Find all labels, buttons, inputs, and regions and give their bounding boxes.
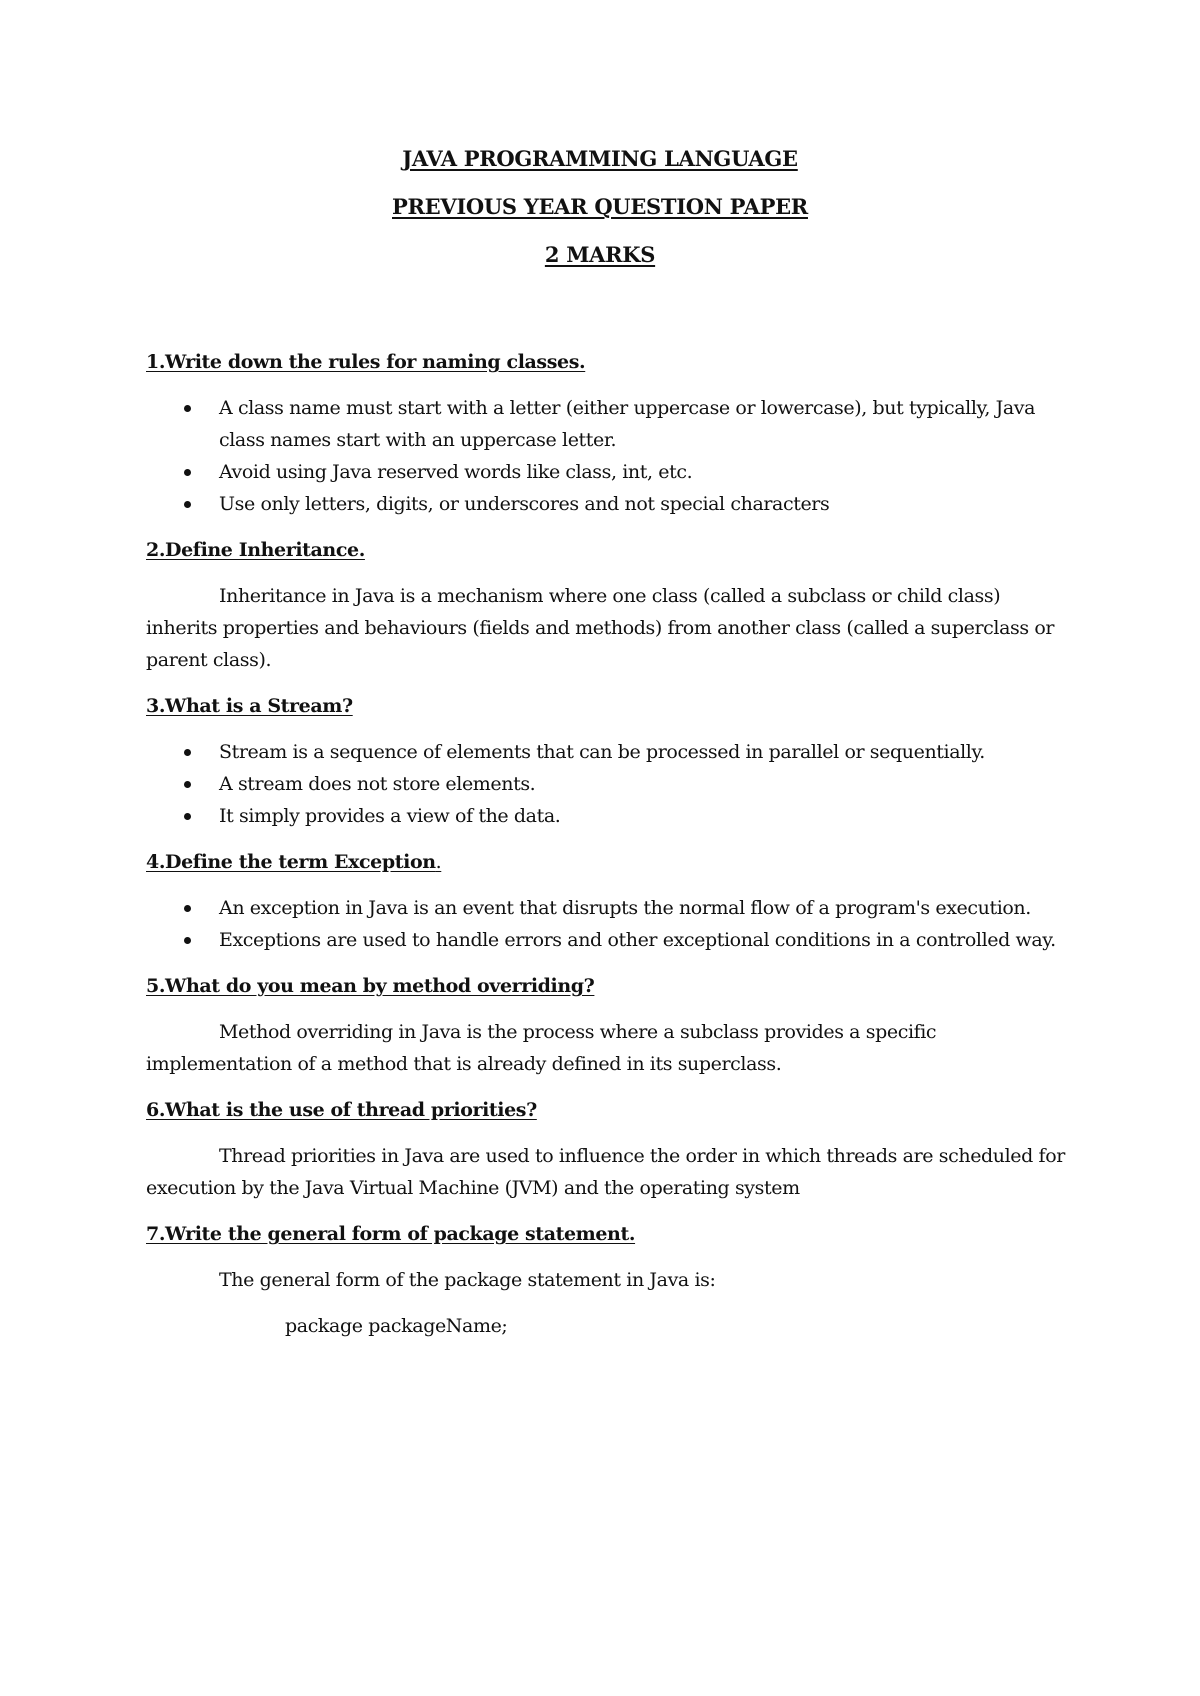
bullet-icon xyxy=(184,405,191,412)
question-5-heading: 5.What do you mean by method overriding? xyxy=(146,975,595,997)
list-item: An exception in Java is an event that disrupts the normal flow of a program's execution. xyxy=(146,892,1066,924)
bullet-icon xyxy=(184,501,191,508)
question-2-answer: Inheritance in Java is a mechanism where one class (called a subclass or child class) inherits properties and behaviours (fields and methods) from another class (called a superclass or parent class). xyxy=(146,585,1055,671)
question-3-heading: 3.What is a Stream? xyxy=(146,695,353,717)
question-5-answer: Method overriding in Java is the process where a subclass provides a specific implementation of a method that is already defined in its superclass. xyxy=(146,1021,937,1075)
question-7-intro: The general form of the package statement in Java is: xyxy=(219,1269,716,1291)
list-item: Use only letters, digits, or underscores and not special characters xyxy=(146,488,1066,520)
list-item: A stream does not store elements. xyxy=(146,768,1066,800)
question-1-heading: 1.Write down the rules for naming classes. xyxy=(146,351,586,373)
document-subtitle: PREVIOUS YEAR QUESTION PAPER xyxy=(392,194,808,219)
bullet-icon xyxy=(184,781,191,788)
question-6-heading: 6.What is the use of thread priorities? xyxy=(146,1099,537,1121)
question-6-answer: Thread priorities in Java are used to influence the order in which threads are scheduled for execution by the Java Virtual Machine (JVM) and the operating system xyxy=(146,1145,1065,1199)
question-4-heading: 4.Define the term Exception. xyxy=(146,851,442,873)
question-2-heading: 2.Define Inheritance. xyxy=(146,539,365,561)
bullet-icon xyxy=(184,749,191,756)
question-4-answer-list xyxy=(146,892,1066,956)
list-item: It simply provides a view of the data. xyxy=(146,800,1066,832)
bullet-icon xyxy=(184,905,191,912)
list-item: Avoid using Java reserved words like class, int, etc. xyxy=(146,456,1066,488)
question-1-answer-list xyxy=(146,392,1066,520)
question-7-heading: 7.Write the general form of package statement. xyxy=(146,1223,636,1245)
list-item: A class name must start with a letter (either uppercase or lowercase), but typically, Java class names start with an uppercase letter. xyxy=(146,392,1066,456)
list-item: Stream is a sequence of elements that can be processed in parallel or sequentially. xyxy=(146,736,1066,768)
marks-heading: 2 MARKS xyxy=(544,242,656,267)
questions-section xyxy=(146,346,1066,1356)
bullet-icon xyxy=(184,813,191,820)
package-statement-example: package packageName; xyxy=(285,1315,508,1337)
title-block xyxy=(0,148,1200,292)
list-item: Exceptions are used to handle errors and other exceptional conditions in a controlled way. xyxy=(146,924,1066,956)
document-title: JAVA PROGRAMMING LANGUAGE xyxy=(402,146,798,171)
bullet-icon xyxy=(184,937,191,944)
bullet-icon xyxy=(184,469,191,476)
question-3-answer-list xyxy=(146,736,1066,832)
